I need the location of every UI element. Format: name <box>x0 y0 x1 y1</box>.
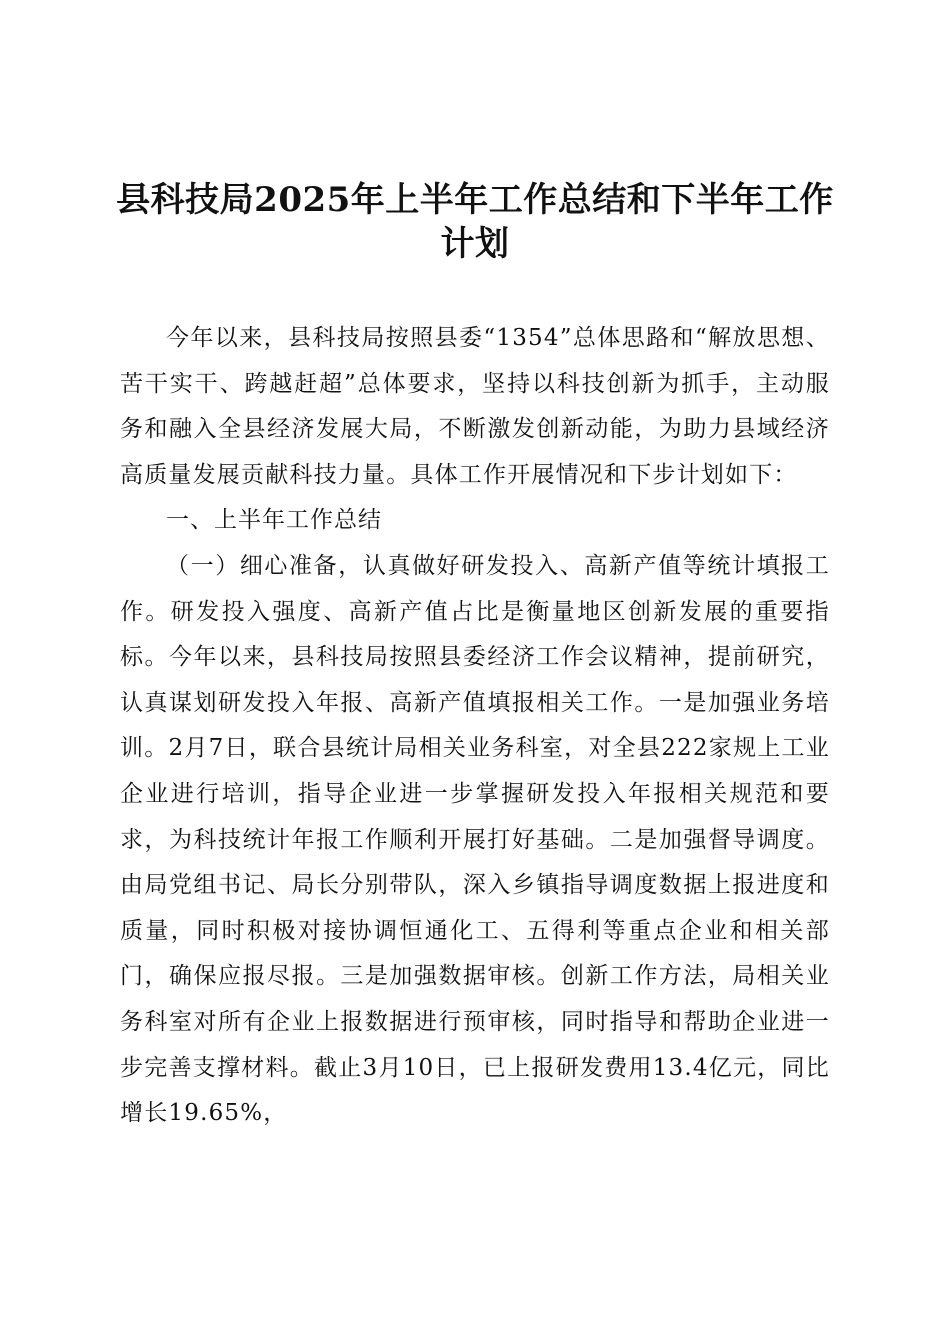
intro-paragraph: 今年以来，县科技局按照县委“1354”总体思路和“解放思想、苦干实干、跨越赶超”总体要求，坚持以科技创新为抓手，主动服务和融入全县经济发展大局，不断激发创新动能，为助力县域经济高质量发展贡献科技力量。具体工作开展情况和下步计划如下： <box>120 325 830 488</box>
document-body <box>120 316 830 1137</box>
section-heading: 一、上半年工作总结 <box>166 507 382 534</box>
item-paragraph: （一）细心准备，认真做好研发投入、高新产值等统计填报工作。研发投入强度、高新产值占比是衡量地区创新发展的重要指标。今年以来，县科技局按照县委经济工作会议精神，提前研究，认真谋划研发投入年报、高新产值填报相关工作。一是加强业务培训。2月7日，联合县统计局相关业务科室，对全县222家规上工业企业进行培训，指导企业进一步掌握研发投入年报相关规范和要求，为科技统计年报工作顺利开展打好基础。二是加强督导调度。由局党组书记、局长分别带队，深入乡镇指导调度数据上报进度和质量，同时积极对接协调恒通化工、五得利等重点企业和相关部门，确保应报尽报。三是加强数据审核。创新工作方法，局相关业务科室对所有企业上报数据进行预审核，同时指导和帮助企业进一步完善支撑材料。截止3月10日，已上报研发费用13.4亿元，同比增长19.65%， <box>120 552 830 1127</box>
document-title: 县科技局2025年上半年工作总结和下半年工作计划 <box>116 180 834 264</box>
